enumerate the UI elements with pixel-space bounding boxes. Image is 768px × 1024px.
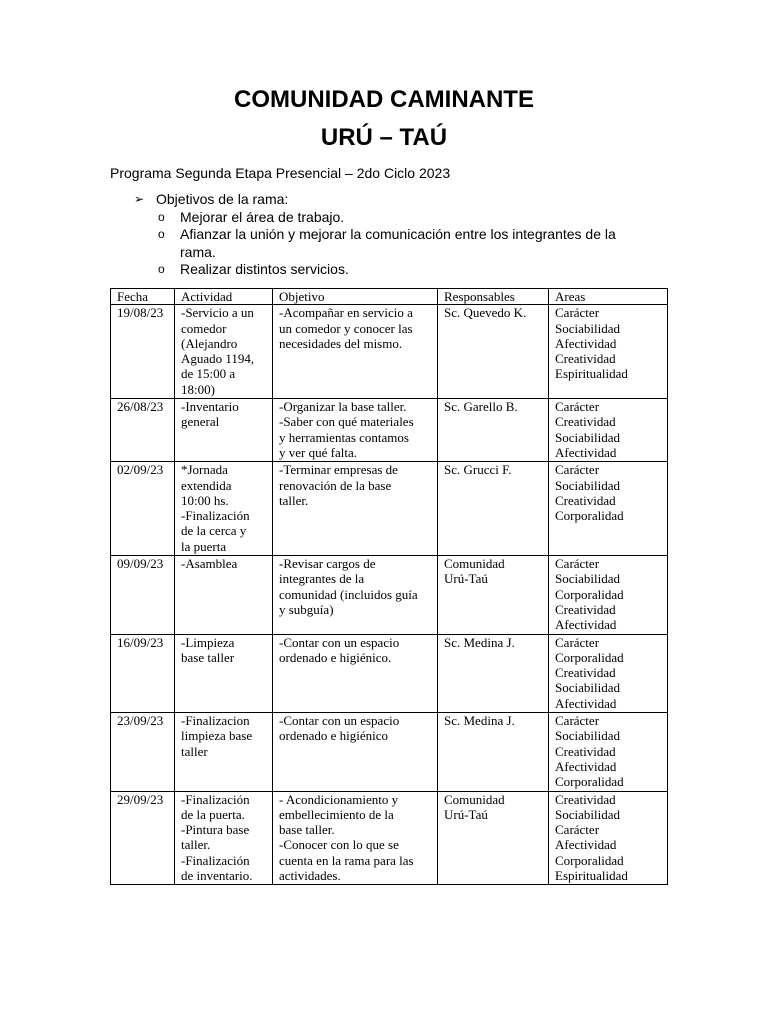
actividad-line: -Pintura base xyxy=(181,822,250,838)
objetivo-line: - Acondicionamiento y xyxy=(279,791,399,807)
areas-line: Sociabilidad xyxy=(555,429,620,445)
actividad-line: de la cerca y xyxy=(181,523,247,539)
document-subtitle-heading: URÚ – TAÚ xyxy=(320,124,448,151)
objectives-list xyxy=(134,209,654,279)
areas-line: Carácter xyxy=(555,305,600,321)
actividad-line: taller. xyxy=(181,837,211,853)
areas-line: Creatividad xyxy=(555,351,616,367)
table-cell-actividad xyxy=(175,556,273,634)
table-cell-objetivo xyxy=(273,634,438,712)
table-cell-fecha: 09/09/23 xyxy=(111,556,175,634)
table-cell-actividad xyxy=(175,399,273,462)
objetivo-line: y herramientas contamos xyxy=(279,429,409,445)
responsables-line: Urú-Taú xyxy=(444,806,488,822)
areas-line: Afectividad xyxy=(555,758,617,774)
actividad-line: -Servicio a un xyxy=(181,305,254,321)
table-cell-actividad xyxy=(175,791,273,885)
responsables-line: Urú-Taú xyxy=(444,571,488,587)
objetivo-line: cuenta en la rama para las xyxy=(279,852,414,868)
areas-line: Creatividad xyxy=(555,665,616,681)
objective-text: Mejorar el área de trabajo. xyxy=(180,208,345,225)
table-cell-responsables xyxy=(438,634,549,712)
areas-line: Carácter xyxy=(555,822,600,838)
table-cell-fecha: 29/09/23 xyxy=(111,791,175,885)
areas-line: Espiritualidad xyxy=(555,867,628,883)
objetivo-line: -Contar con un espacio xyxy=(279,713,400,729)
actividad-line: extendida xyxy=(181,477,232,493)
responsables-line: Comunidad xyxy=(444,556,505,572)
areas-line: Sociabilidad xyxy=(555,320,620,336)
areas-line: Afectividad xyxy=(555,444,617,460)
table-cell-areas xyxy=(549,462,668,556)
areas-line: Carácter xyxy=(555,556,600,572)
actividad-line: -Finalizacion xyxy=(181,713,250,729)
table-cell-responsables xyxy=(438,305,549,399)
areas-line: Sociabilidad xyxy=(555,806,620,822)
areas-line: Sociabilidad xyxy=(555,680,620,696)
column-header-objetivo: Objetivo xyxy=(273,289,438,305)
areas-line: Corporalidad xyxy=(555,649,624,665)
objective-text: Realizar distintos servicios. xyxy=(180,261,349,277)
table-row xyxy=(111,556,668,634)
table-cell-responsables xyxy=(438,791,549,885)
actividad-line: -Finalización xyxy=(181,508,250,524)
objetivo-line: base taller. xyxy=(279,822,335,838)
actividad-line: taller xyxy=(181,743,208,759)
table-cell-responsables xyxy=(438,713,549,791)
actividad-line: comedor xyxy=(181,320,227,336)
objetivo-line: ordenado e higiénico. xyxy=(279,649,392,665)
table-cell-objetivo xyxy=(273,713,438,791)
objetivo-line: -Terminar empresas de xyxy=(279,462,398,478)
areas-line: Afectividad xyxy=(555,837,617,853)
table-cell-responsables xyxy=(438,399,549,462)
table-cell-fecha: 26/08/23 xyxy=(111,399,175,462)
areas-line: Carácter xyxy=(555,713,600,729)
table-header-row xyxy=(111,289,668,305)
responsables-line: Sc. Medina J. xyxy=(444,713,515,729)
table-cell-objetivo xyxy=(273,791,438,885)
objectives-heading-row xyxy=(134,191,654,209)
actividad-line: Aguado 1194, xyxy=(181,351,255,367)
table-cell-areas xyxy=(549,399,668,462)
actividad-line: -Inventario xyxy=(181,399,239,415)
responsables-line: Sc. Medina J. xyxy=(444,634,515,650)
program-subtitle: Programa Segunda Etapa Presencial – 2do Ciclo 2023 xyxy=(110,165,451,181)
actividad-line: 18:00) xyxy=(181,381,215,397)
objetivo-line: y subguía) xyxy=(279,601,334,617)
areas-line: Afectividad xyxy=(555,617,617,633)
table-cell-responsables xyxy=(438,462,549,556)
areas-line: Sociabilidad xyxy=(555,571,620,587)
objetivo-line: actividades. xyxy=(279,867,341,883)
table-row xyxy=(111,634,668,712)
actividad-line: -Finalización xyxy=(181,791,250,807)
table-cell-actividad xyxy=(175,634,273,712)
objetivo-line: -Acompañar en servicio a xyxy=(279,305,413,321)
actividad-line: base taller xyxy=(181,649,235,665)
table-cell-fecha: 19/08/23 xyxy=(111,305,175,399)
objetivo-line: ordenado e higiénico xyxy=(279,728,389,744)
responsables-line: Sc. Garello B. xyxy=(444,399,518,415)
objectives-section xyxy=(134,191,654,279)
table-cell-objetivo xyxy=(273,399,438,462)
actividad-line: de 15:00 a xyxy=(181,366,236,382)
objetivo-line: -Saber con qué materiales xyxy=(279,414,414,430)
areas-line: Corporalidad xyxy=(555,586,624,602)
areas-line: Sociabilidad xyxy=(555,477,620,493)
table-cell-actividad xyxy=(175,462,273,556)
objetivo-line: necesidades del mismo. xyxy=(279,335,403,351)
objetivo-line: -Contar con un espacio xyxy=(279,634,400,650)
actividad-line: limpieza base xyxy=(181,728,253,744)
areas-line: Creatividad xyxy=(555,601,616,617)
table-cell-fecha: 23/09/23 xyxy=(111,713,175,791)
areas-line: Corporalidad xyxy=(555,774,624,790)
objective-item xyxy=(134,209,654,227)
table-cell-responsables xyxy=(438,556,549,634)
areas-line: Sociabilidad xyxy=(555,728,620,744)
actividad-line: 10:00 hs. xyxy=(181,492,229,508)
actividad-line: -Limpieza xyxy=(181,634,235,650)
objetivo-line: y ver qué falta. xyxy=(279,444,357,460)
areas-line: Corporalidad xyxy=(555,852,624,868)
objective-text: Afianzar la unión y mejorar la comunicación entre los integrantes de la rama. xyxy=(180,226,616,260)
areas-line: Creatividad xyxy=(555,791,616,807)
table-cell-fecha: 16/09/23 xyxy=(111,634,175,712)
areas-line: Espiritualidad xyxy=(555,366,628,382)
responsables-line: Sc. Quevedo K. xyxy=(444,305,527,321)
areas-line: Carácter xyxy=(555,634,600,650)
objetivo-line: un comedor y conocer las xyxy=(279,320,413,336)
table-cell-fecha: 02/09/23 xyxy=(111,462,175,556)
table-row xyxy=(111,399,668,462)
schedule-table xyxy=(110,288,668,885)
objetivo-line: -Revisar cargos de xyxy=(279,556,376,572)
table-cell-areas xyxy=(549,713,668,791)
areas-line: Afectividad xyxy=(555,335,617,351)
actividad-line: (Alejandro xyxy=(181,335,238,351)
responsables-line: Comunidad xyxy=(444,791,505,807)
table-row xyxy=(111,713,668,791)
document-title: COMUNIDAD CAMINANTE xyxy=(234,86,534,113)
actividad-line: *Jornada xyxy=(181,462,228,478)
objetivo-line: -Organizar la base taller. xyxy=(279,399,407,415)
table-cell-objetivo xyxy=(273,305,438,399)
areas-line: Carácter xyxy=(555,399,600,415)
circle-bullet-icon: o xyxy=(158,209,165,224)
actividad-line: de la puerta. xyxy=(181,806,245,822)
actividad-line: -Finalización xyxy=(181,852,250,868)
table-cell-actividad xyxy=(175,713,273,791)
table-cell-areas xyxy=(549,634,668,712)
areas-line: Creatividad xyxy=(555,414,616,430)
areas-line: Creatividad xyxy=(555,492,616,508)
column-header-actividad: Actividad xyxy=(175,289,273,305)
table-row xyxy=(111,791,668,885)
table-row xyxy=(111,462,668,556)
circle-bullet-icon: o xyxy=(158,262,165,276)
table-cell-actividad xyxy=(175,305,273,399)
column-header-fecha: Fecha xyxy=(111,289,175,305)
areas-line: Carácter xyxy=(555,462,600,478)
objectives-heading: Objetivos de la rama: xyxy=(156,191,289,207)
actividad-line: de inventario. xyxy=(181,867,253,883)
objective-item xyxy=(134,261,654,279)
objetivo-line: renovación de la base xyxy=(279,477,392,493)
table-cell-objetivo xyxy=(273,556,438,634)
table-cell-objetivo xyxy=(273,462,438,556)
arrow-bullet-icon: ➢ xyxy=(134,192,145,206)
objetivo-line: -Conocer con lo que se xyxy=(279,837,399,853)
objective-item xyxy=(134,226,654,261)
table-cell-areas xyxy=(549,556,668,634)
responsables-line: Sc. Grucci F. xyxy=(444,462,512,478)
actividad-line: -Asamblea xyxy=(181,556,238,572)
table-cell-areas xyxy=(549,305,668,399)
objetivo-line: integrantes de la xyxy=(279,571,365,587)
areas-line: Corporalidad xyxy=(555,508,624,524)
table-row xyxy=(111,305,668,399)
actividad-line: la puerta xyxy=(181,538,227,554)
objetivo-line: embellecimiento de la xyxy=(279,806,394,822)
column-header-responsables: Responsables xyxy=(438,289,549,305)
schedule-table-body xyxy=(111,305,668,885)
objetivo-line: taller. xyxy=(279,492,309,508)
column-header-areas: Areas xyxy=(549,289,668,305)
areas-line: Afectividad xyxy=(555,695,617,711)
table-cell-areas xyxy=(549,791,668,885)
objetivo-line: comunidad (incluidos guía xyxy=(279,586,418,602)
areas-line: Creatividad xyxy=(555,743,616,759)
actividad-line: general xyxy=(181,414,220,430)
circle-bullet-icon: o xyxy=(158,227,165,241)
